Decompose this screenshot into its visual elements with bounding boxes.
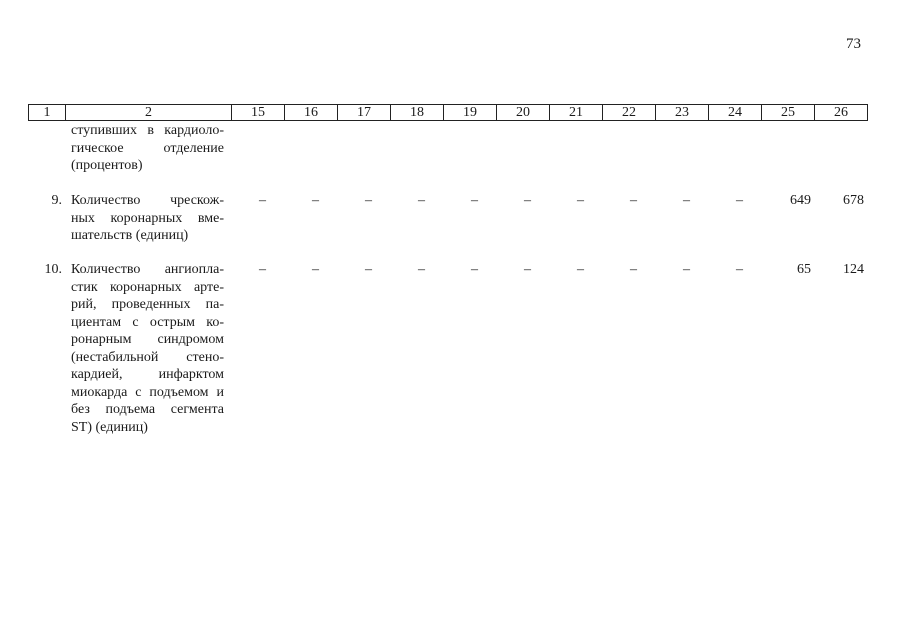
column-header: 17 [338,105,391,121]
column-header: 23 [656,105,709,121]
column-header: 25 [762,105,815,121]
table-cell: – [471,262,478,277]
row-description: Количество чрескож- ных коронарных вме- шательств (единиц) [71,193,224,243]
table-cell: – [524,193,531,208]
table-cell: 124 [843,262,864,277]
column-header: 19 [444,105,497,121]
table-cell: 649 [790,193,811,208]
column-header: 1 [29,105,66,121]
table-cell: – [683,262,690,277]
table-cell: – [418,193,425,208]
table-cell: – [577,193,584,208]
table-cell: – [471,193,478,208]
table-cell: – [683,193,690,208]
column-header: 26 [815,105,868,121]
table-cell: 678 [843,193,864,208]
table-cell: – [312,193,319,208]
column-header: 21 [550,105,603,121]
table-cell: 65 [797,262,811,277]
column-header: 15 [232,105,285,121]
row-number: 10. [44,262,62,277]
page-number: 73 [846,36,861,52]
table-cell: – [524,262,531,277]
column-header: 22 [603,105,656,121]
table-cell: – [259,193,266,208]
table-cell: – [365,262,372,277]
row-description: ступивших в кардиоло- гическое отделение (процентов) [71,123,224,173]
table-cell: – [736,262,743,277]
column-header: 24 [709,105,762,121]
column-header: 16 [285,105,338,121]
table-cell: – [577,262,584,277]
table-cell: – [630,262,637,277]
table-cell: – [418,262,425,277]
column-header: 20 [497,105,550,121]
column-header: 18 [391,105,444,121]
row-description: Количество ангиопла- стик коронарных арте- рий, проведенных па- циентам с острым ко- ронарным синдромом (нестабильной стено- кардией, инфарктом миокарда с подъемом и без подъема сегмента ST) (единиц) [71,262,224,435]
row-number: 9. [51,193,62,208]
table-cell: – [736,193,743,208]
column-header: 2 [66,105,232,121]
table-cell: – [259,262,266,277]
column-header-row [28,104,868,121]
table-cell: – [312,262,319,277]
table-cell: – [630,193,637,208]
table-cell: – [365,193,372,208]
